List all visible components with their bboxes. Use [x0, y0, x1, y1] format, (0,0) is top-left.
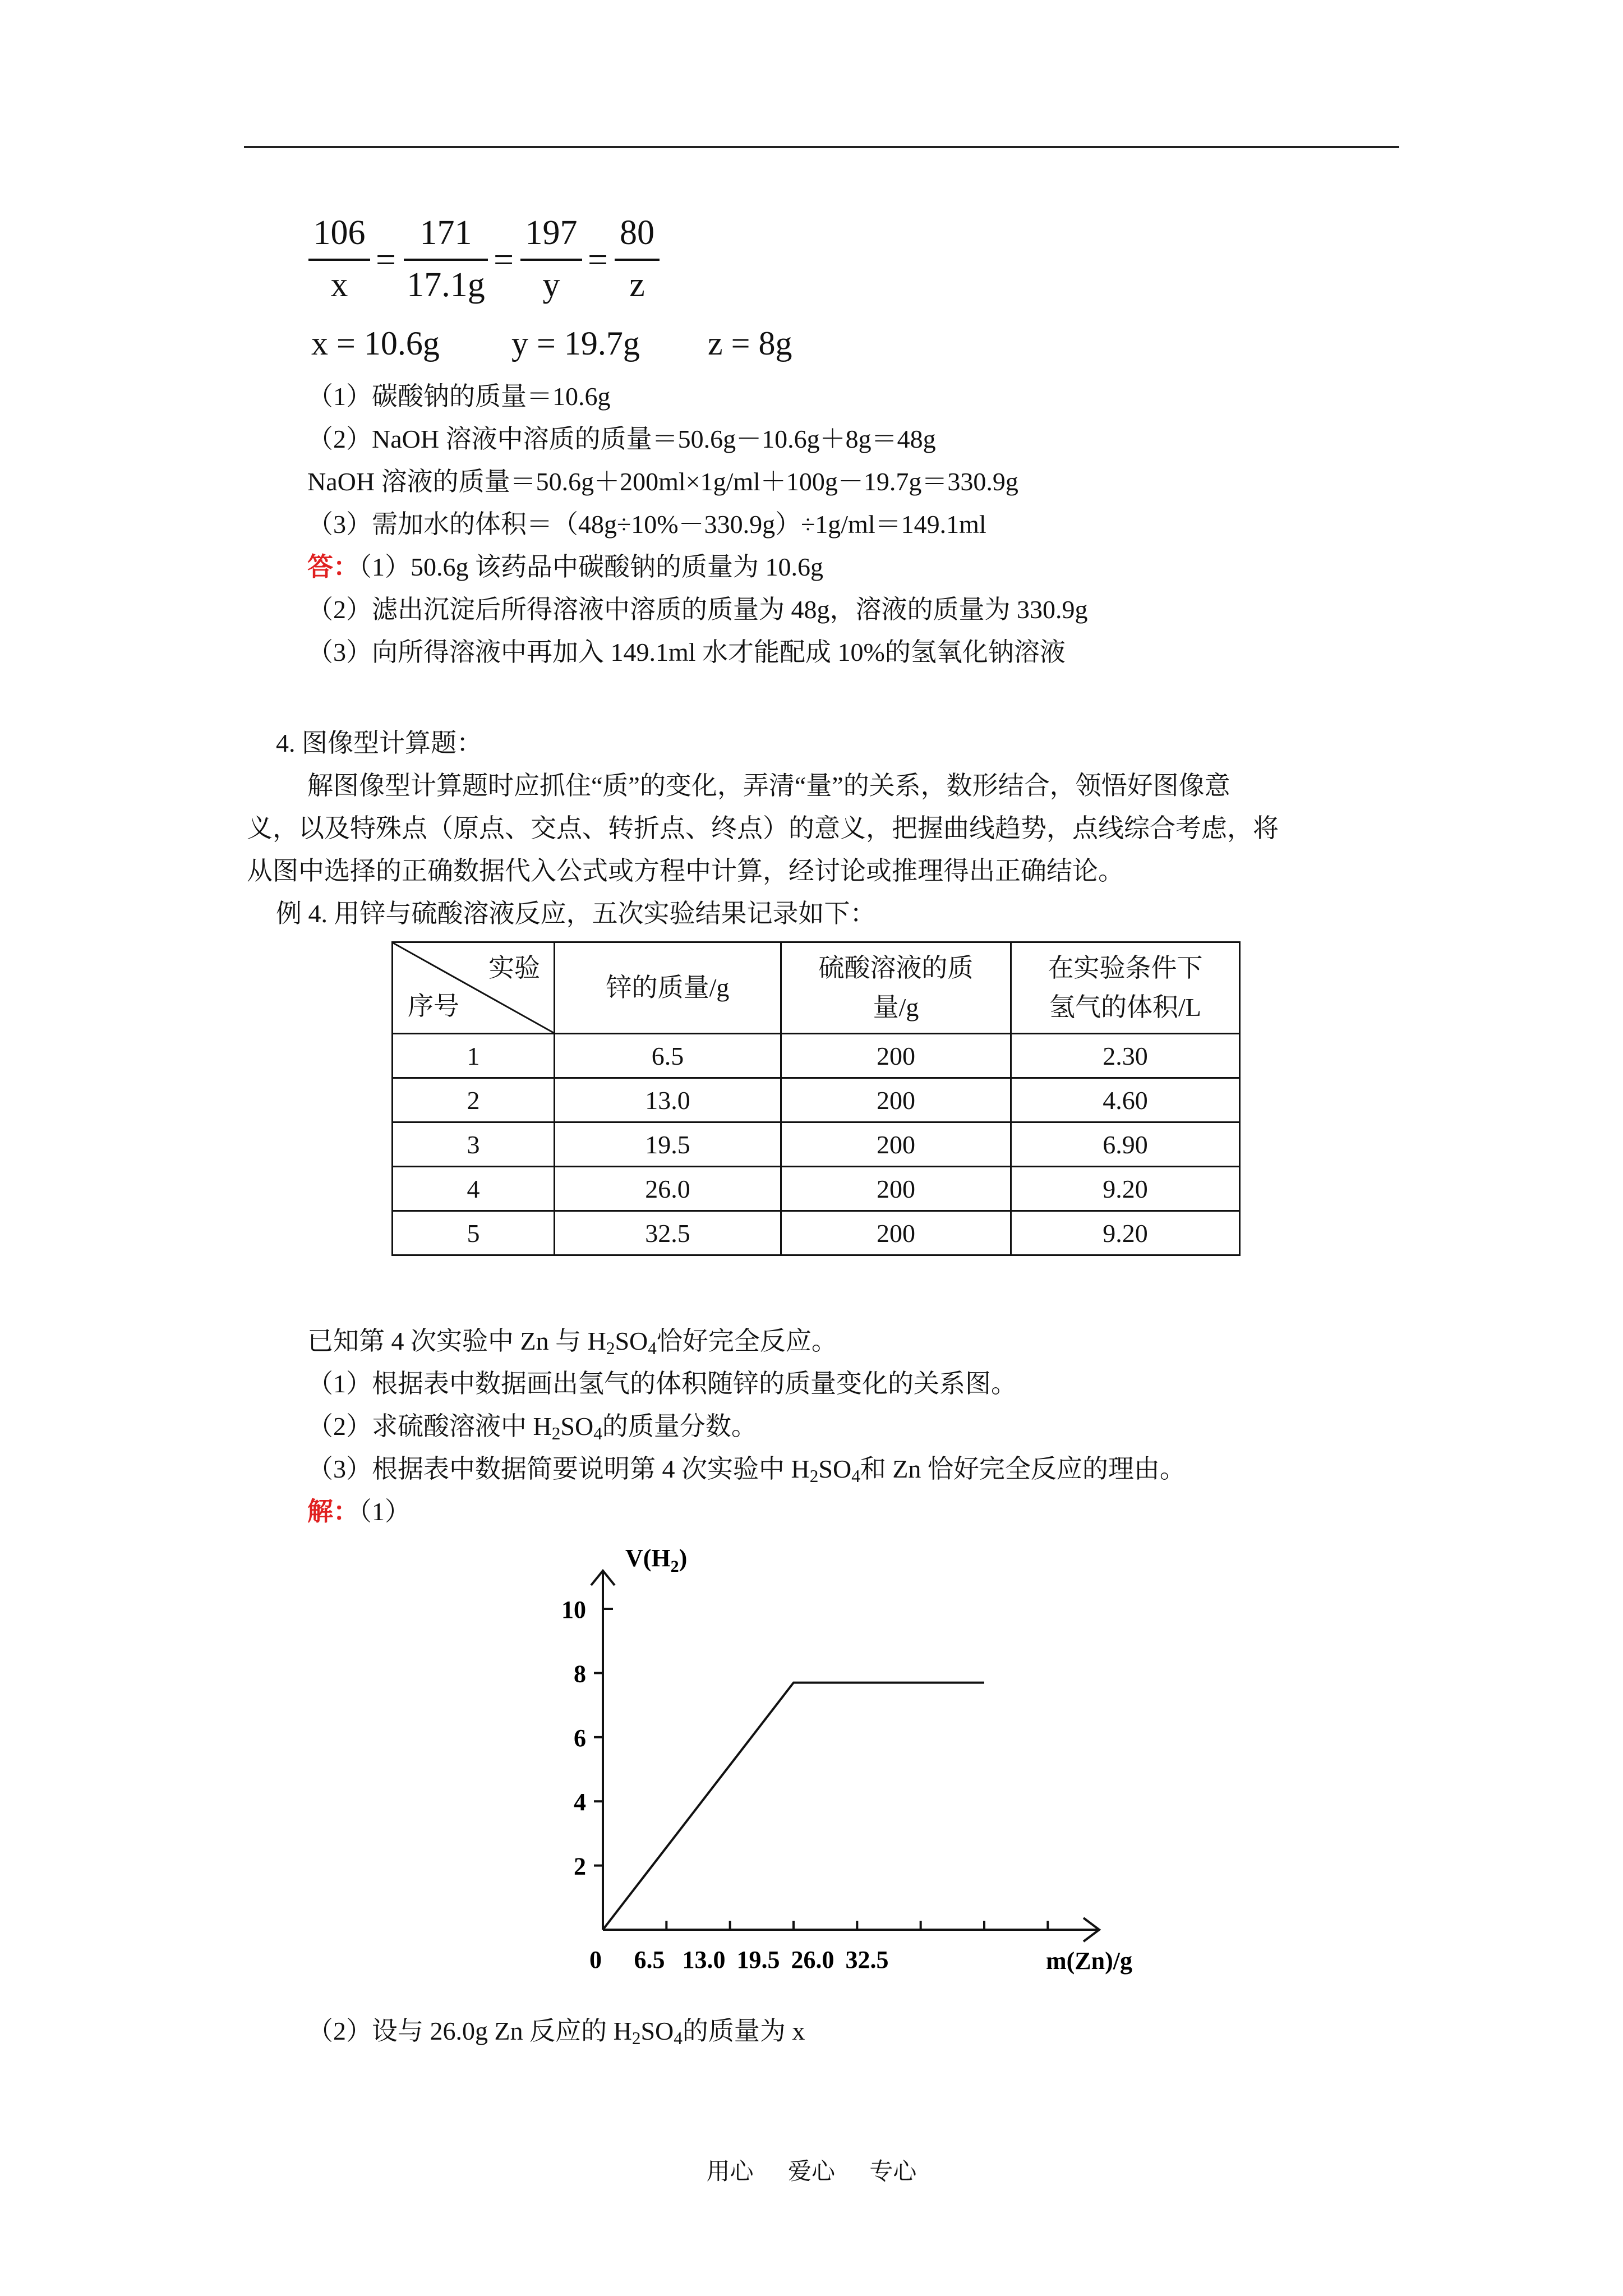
table-cell: 200 — [781, 1034, 1011, 1078]
denominator: y — [542, 266, 560, 304]
table-row — [393, 1122, 1240, 1167]
table-cell: 200 — [781, 1122, 1011, 1167]
answer-line-2: （2）滤出沉淀后所得溶液中溶质的质量为 48g，溶液的质量为 330.9g — [307, 595, 1088, 624]
answer-label: 答： — [307, 553, 359, 581]
table-cell: 200 — [781, 1078, 1011, 1122]
paragraph-line: 解图像型计算题时应抓住“质”的变化，弄清“量”的关系，数形结合，领悟好图像意 — [307, 771, 1230, 800]
paragraph-line: 从图中选择的正确数据代入公式或方程中计算，经讨论或推理得出正确结论。 — [247, 857, 1124, 885]
corner-bottom-label: 序号 — [408, 992, 459, 1020]
y-ticks — [561, 1596, 613, 1880]
numerator: 80 — [620, 214, 654, 252]
solution-label: 解： — [307, 1497, 359, 1526]
corner-top-label: 实验 — [488, 954, 540, 982]
z-value: z = 8g — [708, 325, 792, 362]
x-axis-label: m(Zn)/g — [1046, 1947, 1132, 1975]
table-row — [393, 1167, 1240, 1211]
table-cell: 3 — [393, 1122, 555, 1167]
table-cell: 2.30 — [1011, 1034, 1239, 1078]
numerator: 197 — [525, 214, 578, 252]
footer-text: 专心 — [869, 2157, 917, 2185]
y-axis-label: $V(H_2)$ — [625, 1544, 688, 1576]
table-cell: 4.60 — [1011, 1078, 1239, 1122]
question-1: （1）根据表中数据画出氢气的体积随锌的质量变化的关系图。 — [307, 1369, 1017, 1398]
question-2: （2）求硫酸溶液中 $H_2SO_4$的质量分数。 — [307, 1412, 757, 1443]
fraction-2 — [404, 213, 488, 305]
table-cell: 200 — [781, 1211, 1011, 1255]
answer-line-3: （3）向所得溶液中再加入 149.1ml 水才能配成 10%的氢氧化钠溶液 — [307, 638, 1066, 666]
denominator: x — [330, 266, 348, 304]
table-cell: 26.0 — [555, 1167, 781, 1211]
equals-sign: = — [494, 240, 514, 279]
fraction-1 — [308, 213, 370, 305]
table-cell: 32.5 — [555, 1211, 781, 1255]
part2-line: （2）设与 26.0g Zn 反应的 $H_2SO_4$的质量为 x — [307, 2017, 805, 2048]
y-value: y = 19.7g — [511, 325, 640, 362]
table-cell: 4 — [393, 1167, 555, 1211]
table-row — [393, 1034, 1240, 1078]
question-3: （3）根据表中数据简要说明第 4 次实验中 $H_2SO_4$和 Zn 恰好完全反应的理由。 — [307, 1455, 1186, 1486]
experiment-table — [391, 941, 1241, 1256]
x-value: x = 10.6g — [311, 325, 440, 362]
section-heading: 4. 图像型计算题： — [276, 729, 482, 757]
y-tick-label: 10 — [561, 1596, 586, 1624]
y-tick-label: 6 — [574, 1724, 586, 1752]
table-corner-cell — [393, 942, 555, 1034]
table-row — [393, 1211, 1240, 1255]
table-cell: 2 — [393, 1078, 555, 1122]
calc-line: NaOH 溶液的质量＝50.6g＋200ml×1g/ml＋100g－19.7g＝330.9g — [307, 467, 1018, 496]
table-cell: 6.90 — [1011, 1122, 1239, 1167]
y-tick-label: 4 — [574, 1788, 586, 1816]
x-tick-label: 26.0 — [791, 1946, 834, 1973]
numerator: 106 — [313, 214, 366, 252]
calc-line: （3）需加水的体积＝（48g÷10%－330.9g）÷1g/ml＝149.1ml — [307, 510, 986, 539]
table-header-row — [393, 942, 1240, 1034]
answer-text: （1）50.6g 该药品中碳酸钠的质量为 10.6g — [359, 553, 823, 581]
x-tick-label: 13.0 — [682, 1946, 726, 1973]
calc-line: （2）NaOH 溶液中溶质的质量＝50.6g－10.6g＋8g＝48g — [307, 425, 936, 453]
fraction-3 — [520, 213, 582, 305]
example-line: 例 4. 用锌与硫酸溶液反应，五次实验结果记录如下： — [276, 899, 876, 928]
table-cell: 6.5 — [555, 1034, 781, 1078]
y-tick-label: 2 — [574, 1852, 586, 1880]
solution-line — [307, 1491, 411, 1528]
numerator: 171 — [419, 214, 472, 252]
solution-part: （1） — [359, 1497, 411, 1526]
table-cell: 13.0 — [555, 1078, 781, 1122]
table-cell: 1 — [393, 1034, 555, 1078]
table-cell: 5 — [393, 1211, 555, 1255]
column-header: 硫酸溶液的质 量/g — [781, 942, 1011, 1034]
equals-sign: = — [376, 240, 396, 279]
x-tick-label: 32.5 — [845, 1946, 889, 1973]
hydrogen-volume-chart — [527, 1537, 1132, 1975]
footer-text: 爱心 — [787, 2157, 835, 2185]
answer-line-1 — [307, 546, 823, 583]
fraction-4 — [615, 213, 660, 305]
table-row — [393, 1078, 1240, 1122]
equals-sign: = — [588, 240, 608, 279]
calc-line: （1）碳酸钠的质量＝10.6g — [307, 382, 611, 411]
table-cell: 9.20 — [1011, 1211, 1239, 1255]
table-cell: 9.20 — [1011, 1167, 1239, 1211]
x-tick-label: 19.5 — [736, 1946, 780, 1973]
header-rule — [244, 146, 1399, 148]
series-line — [603, 1683, 984, 1930]
table-cell: 19.5 — [555, 1122, 781, 1167]
x-tick-label: 6.5 — [634, 1946, 665, 1973]
origin-label: 0 — [589, 1946, 602, 1973]
footer — [0, 2153, 1623, 2187]
known-line: 已知第 4 次实验中 Zn 与 $H_2SO_4$恰好完全反应。 — [307, 1327, 837, 1358]
column-header: 在实验条件下 氢气的体积/L — [1011, 942, 1239, 1034]
footer-text: 用心 — [706, 2157, 754, 2185]
column-header: 锌的质量/g — [555, 942, 781, 1034]
paragraph-line: 义，以及特殊点（原点、交点、转折点、终点）的意义，把握曲线趋势，点线综合考虑，将 — [247, 814, 1279, 843]
denominator: z — [629, 266, 645, 304]
denominator: 17.1g — [407, 266, 485, 304]
y-tick-label: 8 — [574, 1660, 586, 1688]
table-cell: 200 — [781, 1167, 1011, 1211]
